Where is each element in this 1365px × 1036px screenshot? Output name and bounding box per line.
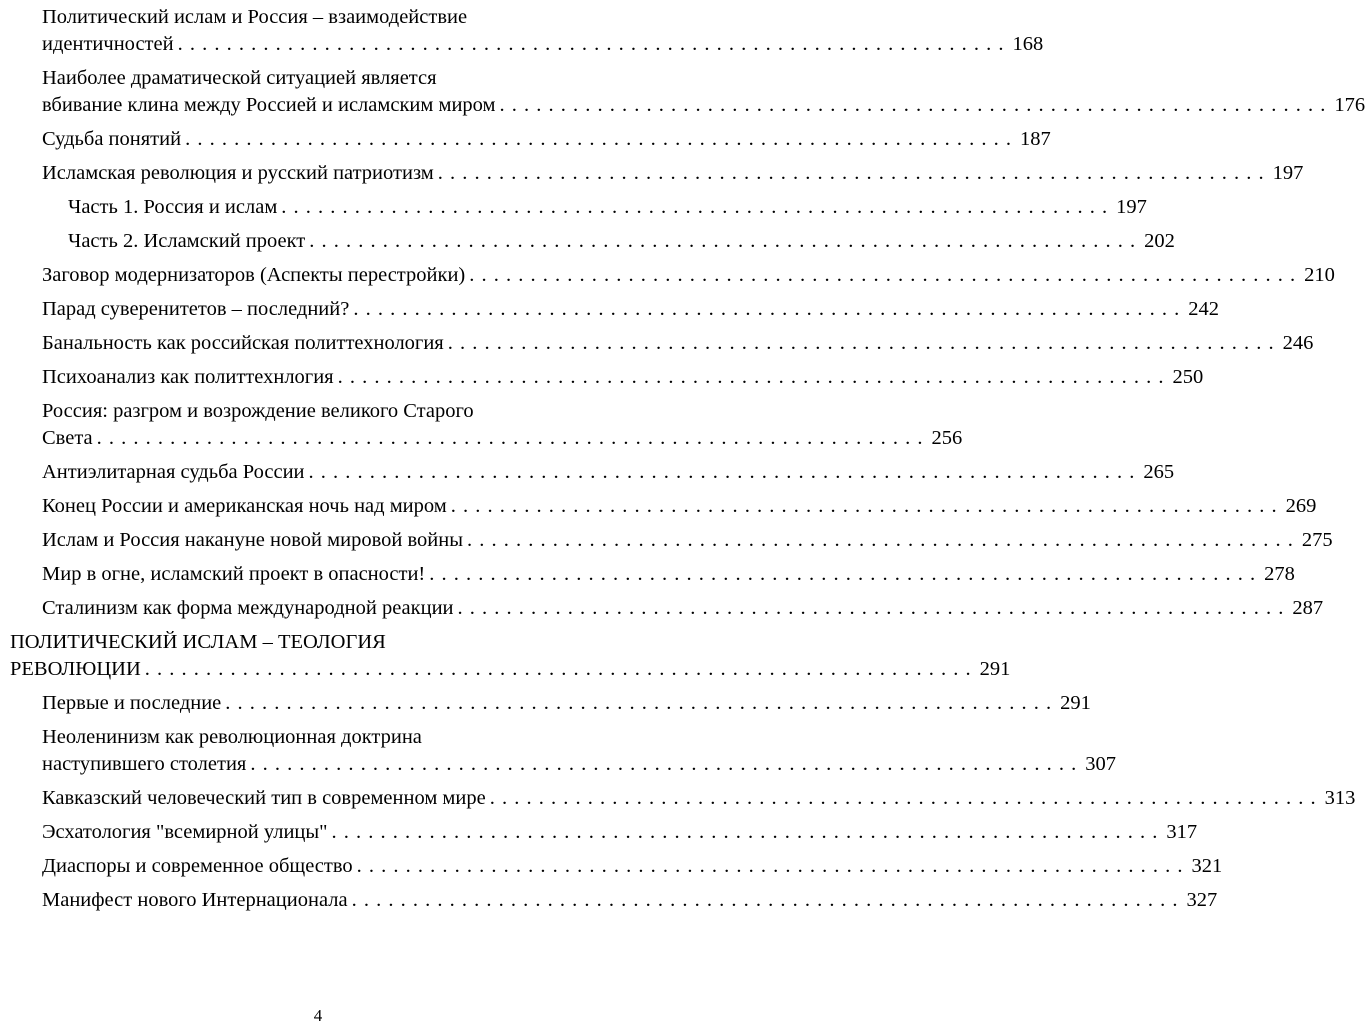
table-of-contents <box>10 4 1365 921</box>
toc-entry[interactable] <box>10 493 1317 520</box>
toc-entry-title: РЕВОЛЮЦИИ <box>10 658 141 680</box>
dot-leader: . . . . . . . . . . . . . . . . . . . . . . . . . . . . . . . . . . . . . . . . . . . . . . . . . . . . . . . . . . . . . . . . . . . . <box>351 889 1179 911</box>
toc-entry-title: Сталинизм как форма международной реакции <box>42 597 454 619</box>
dot-leader: . . . . . . . . . . . . . . . . . . . . . . . . . . . . . . . . . . . . . . . . . . . . . . . . . . . . . . . . . . . . . . . . . . . . <box>309 230 1137 252</box>
dot-leader: . . . . . . . . . . . . . . . . . . . . . . . . . . . . . . . . . . . . . . . . . . . . . . . . . . . . . . . . . . . . . . . . . . . . <box>437 162 1265 184</box>
toc-page-number: 187 <box>1019 128 1051 150</box>
toc-subentry[interactable] <box>10 228 1175 255</box>
dot-leader: . . . . . . . . . . . . . . . . . . . . . . . . . . . . . . . . . . . . . . . . . . . . . . . . . . . . . . . . . . . . . . . . . . . . <box>250 753 1078 775</box>
toc-entry-title: Эсхатология "всемирной улицы" <box>42 821 328 843</box>
dot-leader: . . . . . . . . . . . . . . . . . . . . . . . . . . . . . . . . . . . . . . . . . . . . . . . . . . . . . . . . . . . . . . . . . . . . <box>337 366 1165 388</box>
toc-page-number: 197 <box>1116 196 1147 218</box>
toc-page-number: 287 <box>1292 597 1324 619</box>
dot-leader: . . . . . . . . . . . . . . . . . . . . . . . . . . . . . . . . . . . . . . . . . . . . . . . . . . . . . . . . . . . . . . . . . . . . <box>281 196 1109 218</box>
toc-entry-title: Первые и последние <box>42 692 222 714</box>
toc-entry-title: Света <box>42 427 93 449</box>
toc-entry[interactable] <box>10 262 1335 289</box>
toc-entry-title: Кавказский человеческий тип в современном мире <box>42 787 486 809</box>
toc-page-number: 313 <box>1324 787 1356 809</box>
dot-leader: . . . . . . . . . . . . . . . . . . . . . . . . . . . . . . . . . . . . . . . . . . . . . . . . . . . . . . . . . . . . . . . . . . . . <box>185 128 1012 150</box>
toc-entry-title: Манифест нового Интернационала <box>42 889 348 911</box>
dot-leader: . . . . . . . . . . . . . . . . . . . . . . . . . . . . . . . . . . . . . . . . . . . . . . . . . . . . . . . . . . . . . . . . . . . . <box>331 821 1159 843</box>
toc-page-number: 269 <box>1285 495 1317 517</box>
toc-entry-title: Исламская революция и русский патриотизм <box>42 162 434 184</box>
toc-entry-title: вбивание клина между Россией и исламским миром <box>42 94 496 116</box>
dot-leader: . . . . . . . . . . . . . . . . . . . . . . . . . . . . . . . . . . . . . . . . . . . . . . . . . . . . . . . . . . . . . . . . . . . . <box>177 33 1005 55</box>
dot-leader: . . . . . . . . . . . . . . . . . . . . . . . . . . . . . . . . . . . . . . . . . . . . . . . . . . . . . . . . . . . . . . . . . . . . <box>356 855 1184 877</box>
toc-entry-title: Ислам и Россия накануне новой мировой войны <box>42 529 463 551</box>
toc-page-number: 242 <box>1188 298 1219 320</box>
dot-leader: . . . . . . . . . . . . . . . . . . . . . . . . . . . . . . . . . . . . . . . . . . . . . . . . . . . . . . . . . . . . . . . . . . . . <box>499 94 1327 116</box>
toc-page-number: 246 <box>1282 332 1314 354</box>
toc-page-number: 202 <box>1144 230 1175 252</box>
toc-page-number: 176 <box>1334 94 1365 116</box>
toc-entry[interactable] <box>10 690 1091 717</box>
toc-entry[interactable] <box>10 785 1356 812</box>
dot-leader: . . . . . . . . . . . . . . . . . . . . . . . . . . . . . . . . . . . . . . . . . . . . . . . . . . . . . . . . . . . . . . . . . . . . <box>96 427 924 449</box>
toc-entry-title: идентичностей <box>42 33 174 55</box>
toc-page-number: 168 <box>1012 33 1044 55</box>
dot-leader: . . . . . . . . . . . . . . . . . . . . . . . . . . . . . . . . . . . . . . . . . . . . . . . . . . . . . . . . . . . . . . . . . . . . <box>469 264 1297 286</box>
toc-entry-title: Заговор модернизаторов (Аспекты перестройки) <box>42 264 466 286</box>
toc-entry[interactable] <box>10 65 1365 119</box>
toc-page-number: 278 <box>1264 563 1295 585</box>
toc-entry[interactable] <box>10 561 1295 588</box>
toc-entry[interactable] <box>10 459 1175 486</box>
toc-entry[interactable] <box>10 398 963 452</box>
toc-page-number: 327 <box>1186 889 1218 911</box>
toc-page-number: 250 <box>1172 366 1204 388</box>
toc-page-number: 197 <box>1272 162 1304 184</box>
toc-entry-title: Политический ислам и Россия – взаимодействие <box>42 6 468 28</box>
toc-entry-title: Конец России и американская ночь над миром <box>42 495 447 517</box>
dot-leader: . . . . . . . . . . . . . . . . . . . . . . . . . . . . . . . . . . . . . . . . . . . . . . . . . . . . . . . . . . . . . . . . . . . . <box>466 529 1294 551</box>
toc-section-entry[interactable] <box>10 629 1011 683</box>
toc-entry-title: Неоленинизм как революционная доктрина <box>42 726 422 748</box>
dot-leader: . . . . . . . . . . . . . . . . . . . . . . . . . . . . . . . . . . . . . . . . . . . . . . . . . . . . . . . . . . . . . . . . . . . . <box>447 332 1275 354</box>
page-number: 4 <box>313 1006 323 1025</box>
toc-entry-title: Судьба понятий <box>42 128 182 150</box>
toc-entry[interactable] <box>10 887 1218 914</box>
toc-entry-title: Часть 2. Исламский проект <box>68 230 306 252</box>
dot-leader: . . . . . . . . . . . . . . . . . . . . . . . . . . . . . . . . . . . . . . . . . . . . . . . . . . . . . . . . . . . . . . . . . . . . <box>429 563 1257 585</box>
toc-entry-title: Диаспоры и современное общество <box>42 855 353 877</box>
toc-entry-title: Часть 1. Россия и ислам <box>68 196 278 218</box>
toc-entry-title: Психоанализ как политтехнлогия <box>42 366 334 388</box>
dot-leader: . . . . . . . . . . . . . . . . . . . . . . . . . . . . . . . . . . . . . . . . . . . . . . . . . . . . . . . . . . . . . . . . . . . . <box>225 692 1053 714</box>
toc-page-number: 321 <box>1191 855 1223 877</box>
toc-page-number: 210 <box>1304 264 1335 286</box>
toc-entry-title: Банальность как российская политтехнология <box>42 332 444 354</box>
toc-entry-title: Парад суверенитетов – последний? <box>42 298 350 320</box>
toc-entry[interactable] <box>10 330 1314 357</box>
dot-leader: . . . . . . . . . . . . . . . . . . . . . . . . . . . . . . . . . . . . . . . . . . . . . . . . . . . . . . . . . . . . . . . . . . . . <box>450 495 1278 517</box>
toc-entry-title: наступившего столетия <box>42 753 247 775</box>
toc-page-number: 256 <box>931 427 963 449</box>
toc-page-number: 307 <box>1085 753 1116 775</box>
toc-subentry[interactable] <box>10 194 1147 221</box>
toc-entry-title: Россия: разгром и возрождение великого Старого <box>42 400 474 422</box>
toc-page-number: 265 <box>1143 461 1175 483</box>
toc-entry[interactable] <box>10 819 1198 846</box>
dot-leader: . . . . . . . . . . . . . . . . . . . . . . . . . . . . . . . . . . . . . . . . . . . . . . . . . . . . . . . . . . . . . . . . . . . . <box>457 597 1285 619</box>
toc-entry[interactable] <box>10 160 1304 187</box>
dot-leader: . . . . . . . . . . . . . . . . . . . . . . . . . . . . . . . . . . . . . . . . . . . . . . . . . . . . . . . . . . . . . . . . . . . . <box>353 298 1181 320</box>
dot-leader: . . . . . . . . . . . . . . . . . . . . . . . . . . . . . . . . . . . . . . . . . . . . . . . . . . . . . . . . . . . . . . . . . . . . <box>489 787 1317 809</box>
toc-entry[interactable] <box>10 595 1324 622</box>
toc-page-number: 317 <box>1166 821 1198 843</box>
toc-entry[interactable] <box>10 724 1116 778</box>
dot-leader: . . . . . . . . . . . . . . . . . . . . . . . . . . . . . . . . . . . . . . . . . . . . . . . . . . . . . . . . . . . . . . . . . . . . <box>308 461 1136 483</box>
toc-page-number: 291 <box>1060 692 1091 714</box>
toc-entry[interactable] <box>10 364 1204 391</box>
toc-entry-title: Мир в огне, исламский проект в опасности! <box>42 563 426 585</box>
toc-entry[interactable] <box>10 527 1333 554</box>
toc-page-number: 291 <box>979 658 1011 680</box>
dot-leader: . . . . . . . . . . . . . . . . . . . . . . . . . . . . . . . . . . . . . . . . . . . . . . . . . . . . . . . . . . . . . . . . . . . . <box>144 658 972 680</box>
toc-entry[interactable] <box>10 4 1044 58</box>
toc-entry-title: Антиэлитарная судьба России <box>42 461 305 483</box>
toc-entry[interactable] <box>10 126 1051 153</box>
toc-entry[interactable] <box>10 853 1223 880</box>
toc-entry[interactable] <box>10 296 1219 323</box>
toc-entry-title: Наиболее драматической ситуацией является <box>42 67 437 89</box>
toc-entry-title: ПОЛИТИЧЕСКИЙ ИСЛАМ – ТЕОЛОГИЯ <box>10 631 386 653</box>
toc-page-number: 275 <box>1301 529 1333 551</box>
